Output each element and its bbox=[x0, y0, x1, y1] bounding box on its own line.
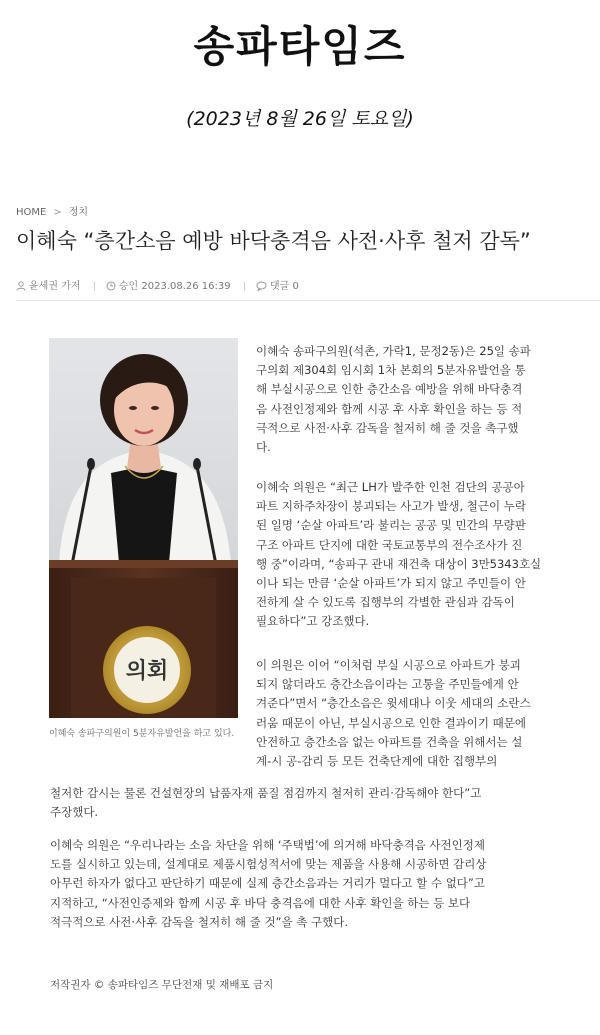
text-line: 이혜숙 송파구의원(석촌, 가락1, 문정2동)은 25일 송파 bbox=[256, 344, 531, 358]
text-line: 아무런 하자가 없다고 판단하기 때문에 실제 층간소음과는 거리가 멀다고 할 수 없다”고 bbox=[50, 876, 485, 891]
text-line: 주장했다. bbox=[50, 805, 99, 820]
article-headline: 이혜숙 “층간소음 예방 바닥충격음 사전·사후 철저 감독” bbox=[16, 229, 531, 253]
text-line: 극적으로 사전·사후 감독을 철저히 해 줄 것을 촉구했 bbox=[256, 420, 519, 435]
text-line: 안전하고 층간소음 없는 아파트를 건축을 위해서는 설 bbox=[256, 734, 523, 749]
header-divider bbox=[16, 300, 600, 301]
text-line: 필요하다”고 강조했다. bbox=[256, 614, 370, 629]
text-line: 해 부실시공으로 인한 층간소음 예방을 위해 바닥충격 bbox=[256, 382, 523, 397]
text-line: 계-시 공-감리 등 모든 건축단계에 대한 집행부의 bbox=[256, 754, 498, 769]
text-line: 겨준다”면서 “층간소음은 윗세대나 이웃 세대의 소란스 bbox=[256, 696, 531, 711]
breadcrumb-home-link[interactable]: HOME bbox=[16, 207, 47, 218]
text-line: 구조 아파트 단지에 대한 국토교통부의 전수조사가 진 bbox=[256, 537, 523, 552]
approved-datetime: 승인 2023.08.26 16:39 bbox=[118, 281, 231, 292]
copyright-notice: 저작권자 © 송파타임즈 무단전재 및 재배포 금지 bbox=[50, 979, 274, 991]
meta-divider bbox=[94, 282, 95, 291]
text-line: 음 사전인정제와 함께 시공 후 사후 확인을 하는 등 적 bbox=[256, 401, 523, 416]
edition-date: (2023년 8월 26일 토요일) bbox=[186, 108, 414, 130]
text-line: 이혜숙 의원은 “최근 LH가 발주한 인천 검단의 공공아 bbox=[256, 480, 525, 494]
author-name: 윤세권 가저 bbox=[29, 281, 81, 292]
text-line: 다. bbox=[256, 440, 271, 455]
text-line: 행 중”이라며, “송파구 관내 재건축 대상이 3만5343호실 bbox=[256, 556, 542, 571]
text-line: 된 일명 ‘순살 아파트’라 불리는 공공 및 민간의 무량판 bbox=[256, 518, 526, 533]
clock-icon bbox=[106, 281, 116, 291]
body-paragraph-1 bbox=[256, 342, 586, 457]
text-line: 러움 때문이 아닌, 부실시공으로 인한 결과이기 때문에 bbox=[256, 715, 526, 730]
podium-emblem-label: 의회 bbox=[125, 659, 169, 684]
article-photo bbox=[49, 338, 238, 718]
text-line: 지적하고, “사전인증제와 함께 시공 후 바닥 충격음에 대한 사후 확인을 하는 등 보다 bbox=[50, 895, 471, 910]
photo-caption: 이혜숙 송파구의원이 5분자유발언을 하고 있다. bbox=[49, 729, 235, 739]
breadcrumb-section-link[interactable]: 정치 bbox=[68, 207, 89, 218]
comment-icon bbox=[256, 281, 267, 291]
body-paragraph-4 bbox=[50, 836, 560, 932]
breadcrumb bbox=[16, 203, 88, 218]
article-meta bbox=[16, 277, 307, 292]
text-line: 이나 되는 만큼 ‘순살 아파트’가 되지 않고 주민들이 안 bbox=[256, 576, 526, 591]
text-line: 되지 않더라도 층간소음이라는 고통을 주민들에게 안 bbox=[256, 677, 519, 692]
comments-count[interactable]: 댓글 0 bbox=[270, 281, 299, 292]
text-line: 적극적으로 사전·사후 감독을 철저히 해 줄 것”을 촉 구했다. bbox=[50, 914, 349, 929]
person-icon bbox=[16, 281, 26, 291]
text-line: 전하게 살 수 있도록 집행부의 각별한 관심과 감독이 bbox=[256, 595, 515, 610]
text-line: 이 의원은 이어 “이처럼 부실 시공으로 아파트가 붕괴 bbox=[256, 658, 521, 672]
comments-info[interactable] bbox=[256, 281, 299, 292]
meta-divider bbox=[244, 282, 245, 291]
text-line: 파트 지하주차장이 붕괴되는 사고가 발생, 철근이 누락 bbox=[256, 499, 526, 514]
breadcrumb-separator: > bbox=[53, 207, 62, 218]
text-line: 이혜숙 의원은 “우리나라는 소음 차단을 위해 ‘주택법’에 의거해 바닥충격음 사전인정제 bbox=[50, 838, 485, 852]
body-paragraph-2 bbox=[256, 478, 586, 632]
approved-info bbox=[106, 281, 234, 292]
newspaper-masthead: 송파타임즈 bbox=[193, 22, 407, 71]
text-line: 도를 실시하고 있는데, 설계대로 제품시험성적서에 맞는 제품을 사용해 시공하면 감리상 bbox=[50, 857, 487, 872]
text-line: 구의회 제304회 임시회 1차 본회의 5분자유발언을 통 bbox=[256, 363, 526, 378]
text-line: 철저한 감시는 물론 건설현장의 납품자재 품질 점검까지 철저히 관리·감독해야 한다”고 bbox=[50, 786, 482, 800]
body-paragraph-3-continued bbox=[50, 784, 560, 822]
author-info bbox=[16, 281, 84, 292]
body-paragraph-3 bbox=[256, 656, 586, 771]
